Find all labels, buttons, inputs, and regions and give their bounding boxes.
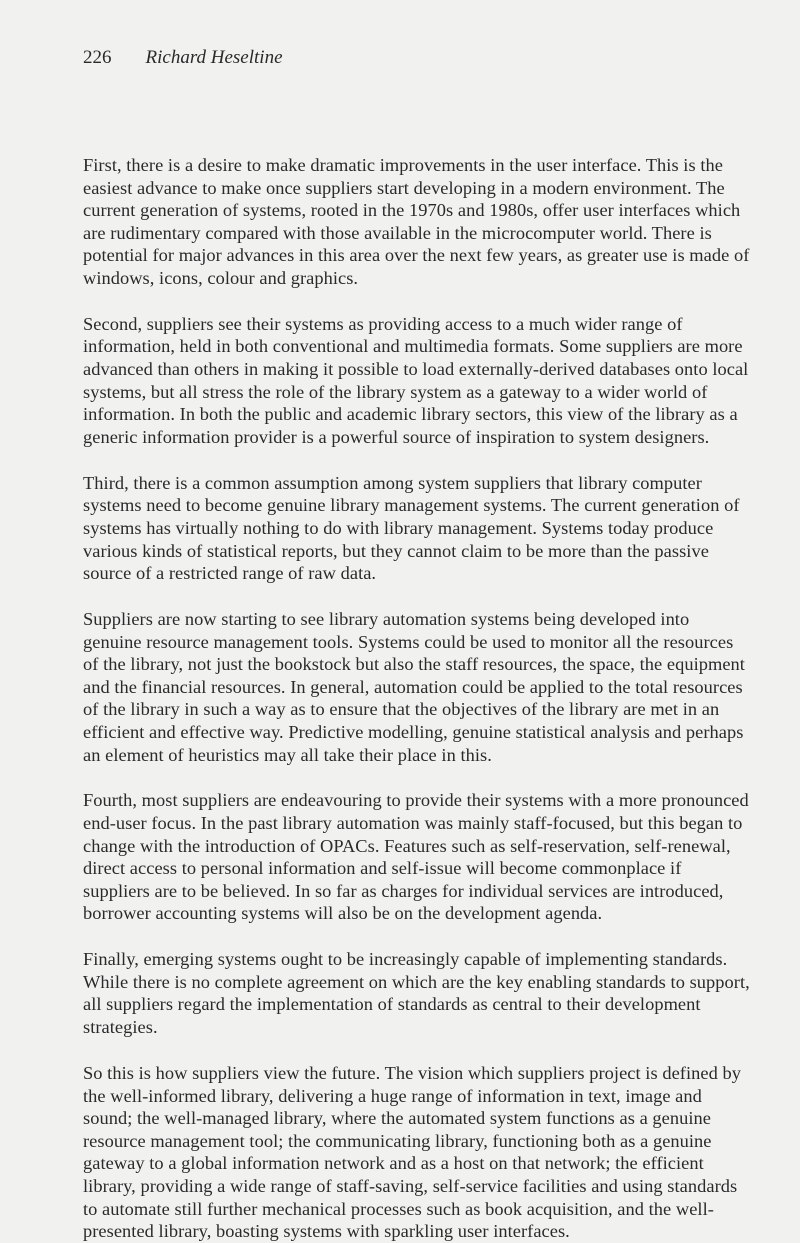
running-header <box>83 46 752 70</box>
paragraph-fourth: Fourth, most suppliers are endeavouring to provide their systems with a more pronounced end-user focus. In the past library automation was mainly staff-focused, but this began to change with the introduction of OPACs. Features such as self-reservation, self-renewal, direct access to personal information and self-issue will become commonplace if suppliers are to be believed. In so far as charges for individual services are introduced, borrower accounting systems will also be on the development agenda. <box>83 790 749 924</box>
body-text <box>83 154 752 1243</box>
paragraph-first: First, there is a desire to make dramatic improvements in the user interface. This is the easiest advance to make once suppliers start developing in a modern environment. The current generation of systems, rooted in the 1970s and 1980s, offer user interfaces which are rudimentary compared with those available in the microcomputer world. There is potential for major advances in this area over the next few years, as greater use is made of windows, icons, colour and graphics. <box>83 155 750 288</box>
paragraph-third: Third, there is a common assumption among system suppliers that library computer systems need to become genuine library management systems. The current generation of systems has virtually nothing to do with library management. Systems today produce various kinds of statistical reports, but they cannot claim to be more than the passive source of a restricted range of raw data. <box>83 472 740 584</box>
page-number: 226 <box>83 47 112 68</box>
running-author: Richard Heseltine <box>145 47 283 68</box>
paragraph-finally: Finally, emerging systems ought to be increasingly capable of implementing standards. While there is no complete agreement on which are the key enabling standards to support, all suppliers regard the implementation of standards as central to their development strategies. <box>83 949 750 1038</box>
paragraph-conclusion: So this is how suppliers view the future. The vision which suppliers project is defined by the well-informed library, delivering a huge range of information in text, image and sound; the well-managed library, where the automated system functions as a genuine resource management tool; the communicating library, functioning both as a genuine gateway to a global information network and as a host on that network; the efficient library, providing a wide range of staff-saving, self-service facilities and using standards to automate still further mechanical processes such as book acquisition, and the well-presented library, boasting systems with sparkling user interfaces. <box>83 1062 741 1242</box>
paragraph-second: Second, suppliers see their systems as providing access to a much wider range of information, held in both conventional and multimedia formats. Some suppliers are more advanced than others in making it possible to load externally-derived databases onto local systems, but all stress the role of the library system as a gateway to a wider world of information. In both the public and academic library sectors, this view of the library as a generic information provider is a powerful source of inspiration to system designers. <box>83 313 749 447</box>
paragraph-resource-management: Suppliers are now starting to see library automation systems being developed into genuine resource management tools. Systems could be used to monitor all the resources of the library, not just the bookstock but also the staff resources, the space, the equipment and the financial resources. In general, automation could be applied to the total resources of the library in such a way as to ensure that the objectives of the library are met in an efficient and effective way. Predictive modelling, genuine statistical analysis and perhaps an element of heuristics may all take their place in this. <box>83 608 745 765</box>
